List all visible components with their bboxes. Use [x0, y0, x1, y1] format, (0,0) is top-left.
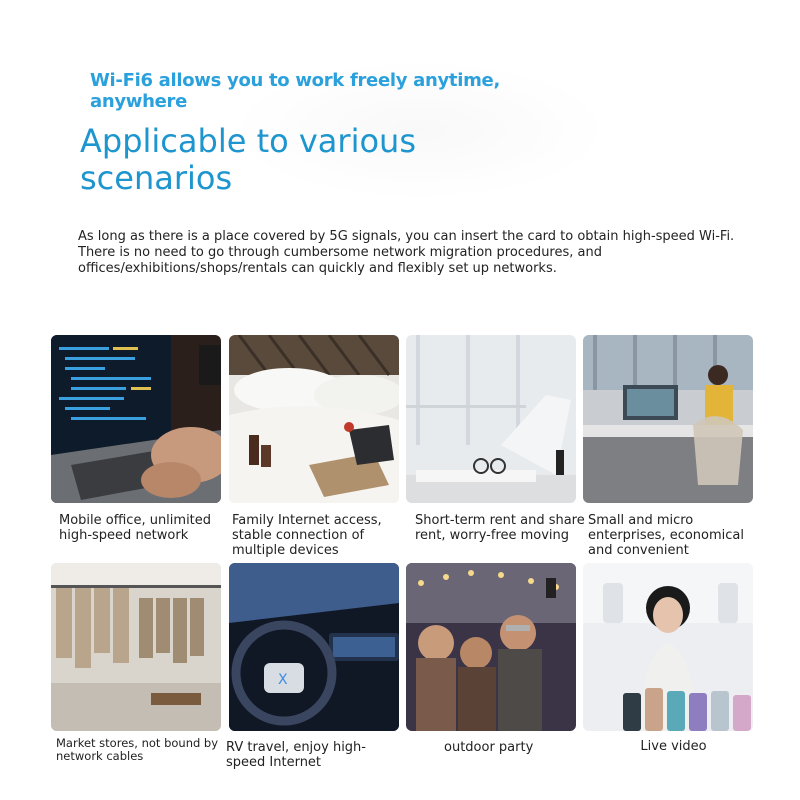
caption-rv-travel: RV travel, enjoy high-speed Internet [226, 740, 366, 770]
clothing-store-photo [51, 563, 221, 731]
bedroom-laptop-photo [229, 335, 399, 503]
caption-outdoor-party: outdoor party [444, 740, 534, 755]
caption-family-internet: Family Internet access, stable connection of multiple devices [232, 513, 382, 558]
page-subtitle: Wi-Fi6 allows you to work freely anytime, anywhere [90, 70, 501, 112]
svg-text:X: X [278, 672, 288, 688]
laptop-coding-photo [51, 335, 221, 503]
open-office-photo [583, 335, 753, 503]
caption-market-stores: Market stores, not bound by network cables [56, 736, 219, 763]
page-description: As long as there is a place covered by 5G signals, you can insert the card to obtain high-speed Wi-Fi. There is no need to go through cumbersome network migration procedures, and offices/exhibitions/shops/rentals can quickly and flexibly set up networks. [78, 229, 735, 276]
page-title: Applicable to various scenarios [80, 122, 416, 197]
caption-live-video: Live video [640, 739, 707, 754]
caption-short-term-rent: Short-term rent and share rent, worry-free moving [415, 513, 585, 543]
desk-monitor-photo [406, 335, 576, 503]
car-dashboard-photo [229, 563, 399, 731]
caption-mobile-office: Mobile office, unlimited high-speed network [59, 513, 212, 543]
live-stream-photo [583, 563, 753, 731]
caption-small-enterprises: Small and micro enterprises, economical and convenient [588, 513, 744, 558]
party-selfie-photo [406, 563, 576, 731]
